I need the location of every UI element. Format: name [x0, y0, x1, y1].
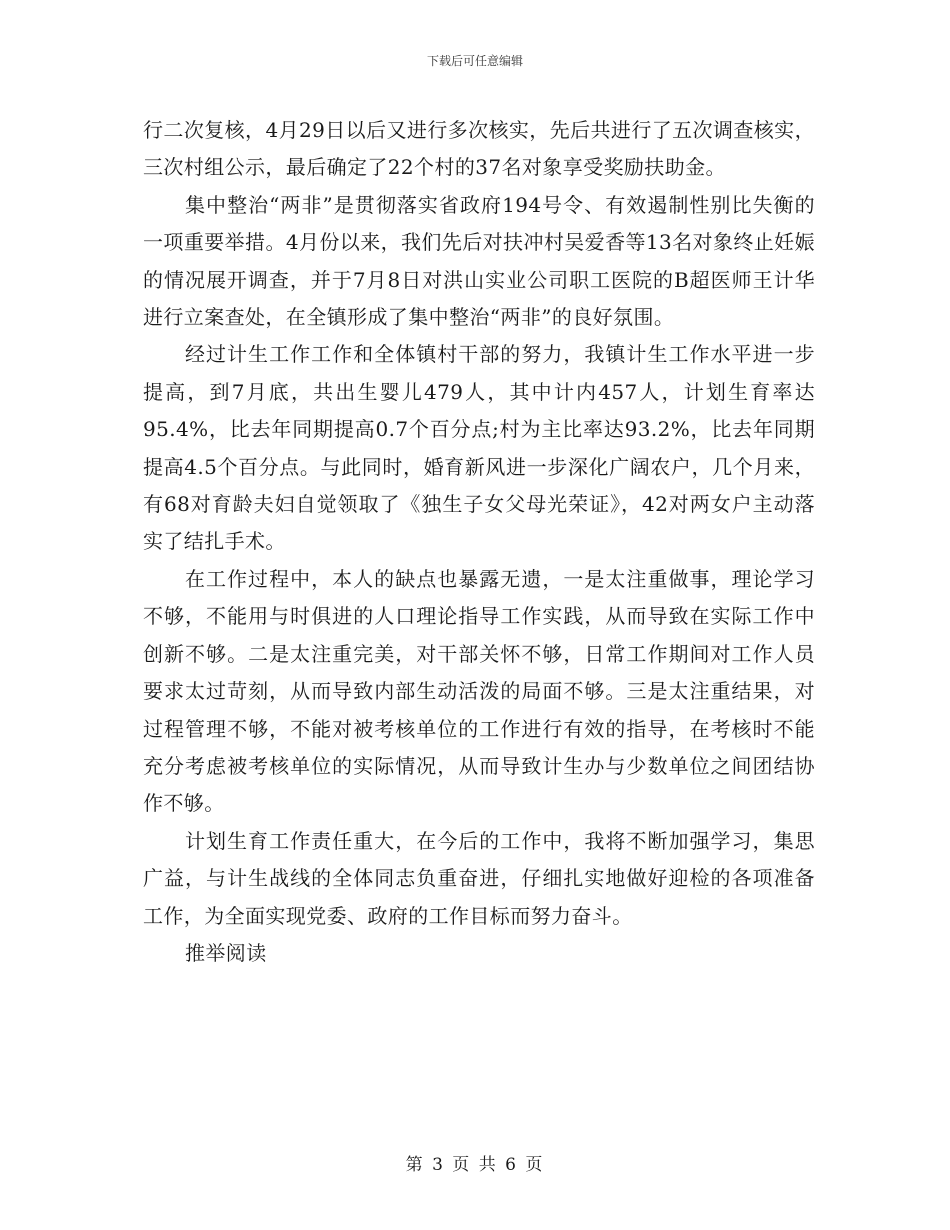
paragraph-5: 计划生育工作责任重大，在今后的工作中，我将不断加强学习，集思广益，与计生战线的全体同志负重奋进，仔细扎实地做好迎检的各项准备工作，为全面实现党委、政府的工作目标而努力奋斗。	[143, 828, 815, 928]
paragraph-2: 集中整治“两非”是贯彻落实省政府194号令、有效遏制性别比失衡的一项重要举措。4月份以来，我们先后对扶冲村吴爱香等13名对象终止妊娠的情况展开调查，并于7月8日对洪山实业公司职工医院的B超医师王计华进行立案查处，在全镇形成了集中整治“两非”的良好氛围。	[143, 192, 815, 330]
recommended-reading-label: 推举阅读	[185, 940, 267, 965]
page-header: 下载后可任意编辑	[426, 54, 523, 68]
paragraph-4: 在工作过程中，本人的缺点也暴露无遗，一是太注重做事，理论学习不够，不能用与时俱进的人口理论指导工作实践，从而导致在实际工作中创新不够。二是太注重完美，对干部关怀不够，日常工作期间对工作人员要求太过苛刻，从而导致内部生动活泼的局面不够。三是太注重结果，对过程管理不够，不能对被考核单位的工作进行有效的指导，在考核时不能充分考虑被考核单位的实际情况，从而导致计生办与少数单位之间团结协作不够。	[143, 566, 815, 816]
paragraph-1: 行二次复核，4月29日以后又进行多次核实，先后共进行了五次调查核实，三次村组公示，最后确定了22个村的37名对象享受奖励扶助金。	[143, 118, 815, 180]
paragraph-3: 经过计生工作工作和全体镇村干部的努力，我镇计生工作水平进一步提高，到7月底，共出生婴儿479人，其中计内457人，计划生育率达95.4%，比去年同期提高0.7个百分点;村为主比率达93.2%，比去年同期提高4.5个百分点。与此同时，婚育新风进一步深化广阔农户，几个月来，有68对育龄夫妇自觉领取了《独生子女父母光荣证》，42对两女户主动落实了结扎手术。	[143, 342, 815, 554]
document-body	[143, 112, 815, 972]
page-number-footer: 第 3 页 共 6 页	[405, 1155, 545, 1175]
